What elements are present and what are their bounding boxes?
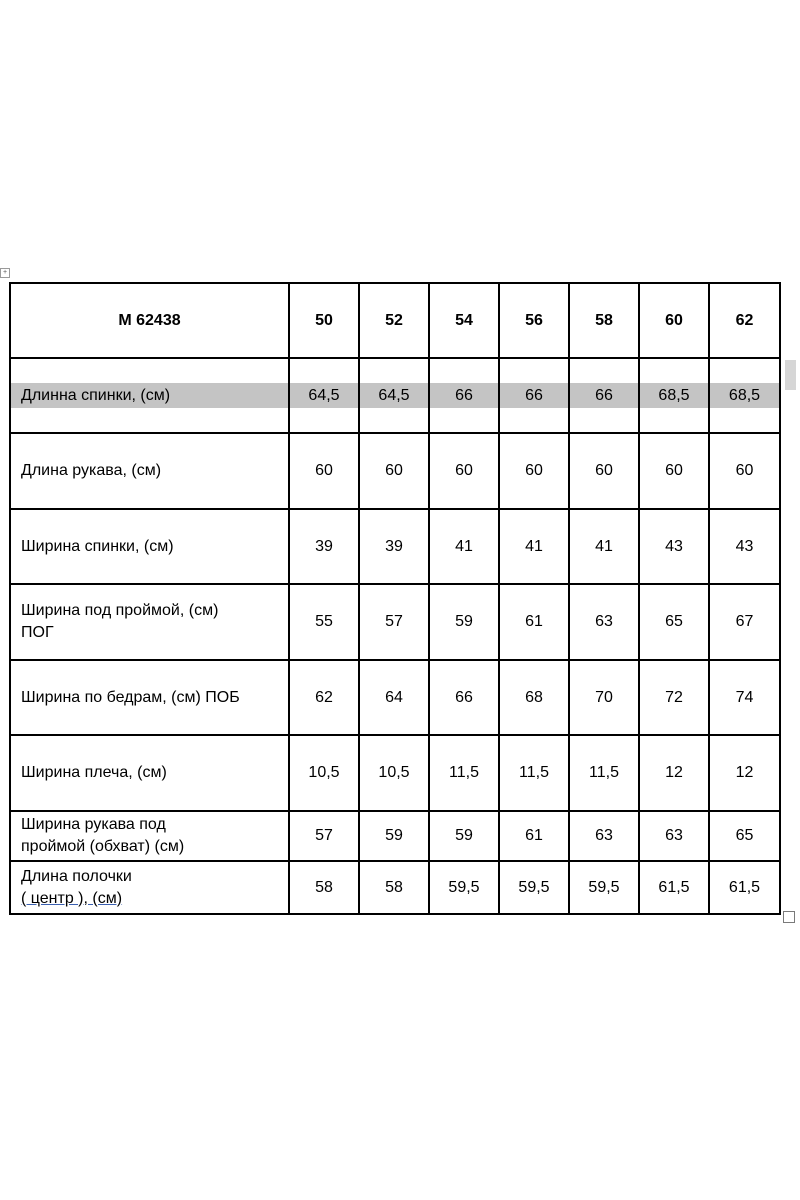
size-header: 60 [639,283,709,358]
size-chart-table [9,282,781,915]
value-cell: 60 [499,433,569,509]
value-cell: 12 [709,735,780,811]
value-cell [639,358,709,433]
table-row [10,358,780,433]
table-row [10,509,780,584]
value-cell: 55 [289,584,359,660]
value-cell: 41 [429,509,499,584]
value-cell: 61 [499,584,569,660]
value-cell: 67 [709,584,780,660]
value-cell: 61,5 [639,861,709,914]
value-cell: 58 [289,861,359,914]
row-label-line: проймой (обхват) (см) [21,838,185,855]
size-header: 50 [289,283,359,358]
row-label-line: ( центр ), (см) [21,889,123,907]
value-text: 66 [525,386,543,404]
value-cell: 43 [709,509,780,584]
row-label-line: Длина полочки [21,867,132,885]
row-label-line: Ширина по бедрам, (см) ПОБ [21,688,240,706]
table-resize-handle[interactable] [783,911,795,923]
value-cell: 59,5 [499,861,569,914]
size-header: 58 [569,283,639,358]
value-cell: 39 [359,509,429,584]
value-text: 64,5 [378,386,410,404]
row-label-line: Ширина плеча, (см) [21,764,167,781]
value-cell: 10,5 [289,735,359,811]
value-cell: 65 [709,811,780,861]
value-cell: 64 [359,660,429,735]
value-cell: 58 [359,861,429,914]
row-label [10,811,289,861]
value-cell: 57 [289,811,359,861]
table-row [10,735,780,811]
value-cell: 41 [499,509,569,584]
value-cell: 41 [569,509,639,584]
value-cell: 59,5 [429,861,499,914]
table-row [10,811,780,861]
size-header: 62 [709,283,780,358]
value-cell: 11,5 [499,735,569,811]
row-label-line: Ширина рукава под [21,816,166,833]
row-label [10,433,289,509]
row-label-line: Ширина спинки, (см) [21,537,174,555]
value-cell: 59,5 [569,861,639,914]
value-cell: 57 [359,584,429,660]
row-label [10,509,289,584]
value-text: 64,5 [308,386,340,404]
value-cell: 60 [359,433,429,509]
table-row [10,584,780,660]
table-row [10,433,780,509]
value-cell: 60 [429,433,499,509]
value-text: 68,5 [728,386,761,404]
table-move-handle[interactable]: + [0,268,10,278]
value-cell: 60 [289,433,359,509]
value-cell [499,358,569,433]
scroll-indicator [785,360,796,390]
value-cell: 12 [639,735,709,811]
value-cell: 61 [499,811,569,861]
value-cell: 11,5 [569,735,639,811]
row-label [10,660,289,735]
value-text: 66 [595,386,613,404]
value-cell: 70 [569,660,639,735]
value-cell [569,358,639,433]
value-cell: 68 [499,660,569,735]
value-cell: 59 [429,584,499,660]
value-cell: 66 [429,660,499,735]
value-cell: 43 [639,509,709,584]
value-cell: 74 [709,660,780,735]
value-text: 68,5 [658,386,690,404]
value-cell [359,358,429,433]
row-label [10,861,289,914]
value-cell: 59 [429,811,499,861]
value-cell [289,358,359,433]
value-cell: 60 [569,433,639,509]
value-cell: 11,5 [429,735,499,811]
value-cell: 63 [639,811,709,861]
value-cell: 39 [289,509,359,584]
value-cell: 10,5 [359,735,429,811]
value-cell: 60 [709,433,780,509]
value-cell [709,358,780,433]
size-header: 52 [359,283,429,358]
table-row [10,861,780,914]
row-label [10,584,289,660]
value-cell: 65 [639,584,709,660]
value-cell: 59 [359,811,429,861]
row-label [10,735,289,811]
model-number: M 62438 [10,283,289,358]
value-cell: 63 [569,584,639,660]
row-label-line: Длинна спинки, (см) [21,386,171,404]
value-cell [429,358,499,433]
header-row [10,283,780,358]
size-header: 56 [499,283,569,358]
value-cell: 61,5 [709,861,780,914]
value-cell: 62 [289,660,359,735]
row-label-line: Длина рукава, (см) [21,462,162,479]
value-cell: 72 [639,660,709,735]
row-label-line: ПОГ [21,624,54,641]
row-label [10,358,289,433]
value-text: 66 [455,386,473,404]
table-row [10,660,780,735]
size-header: 54 [429,283,499,358]
value-cell: 60 [639,433,709,509]
value-cell: 63 [569,811,639,861]
row-label-line: Ширина под проймой, (см) [21,602,219,619]
